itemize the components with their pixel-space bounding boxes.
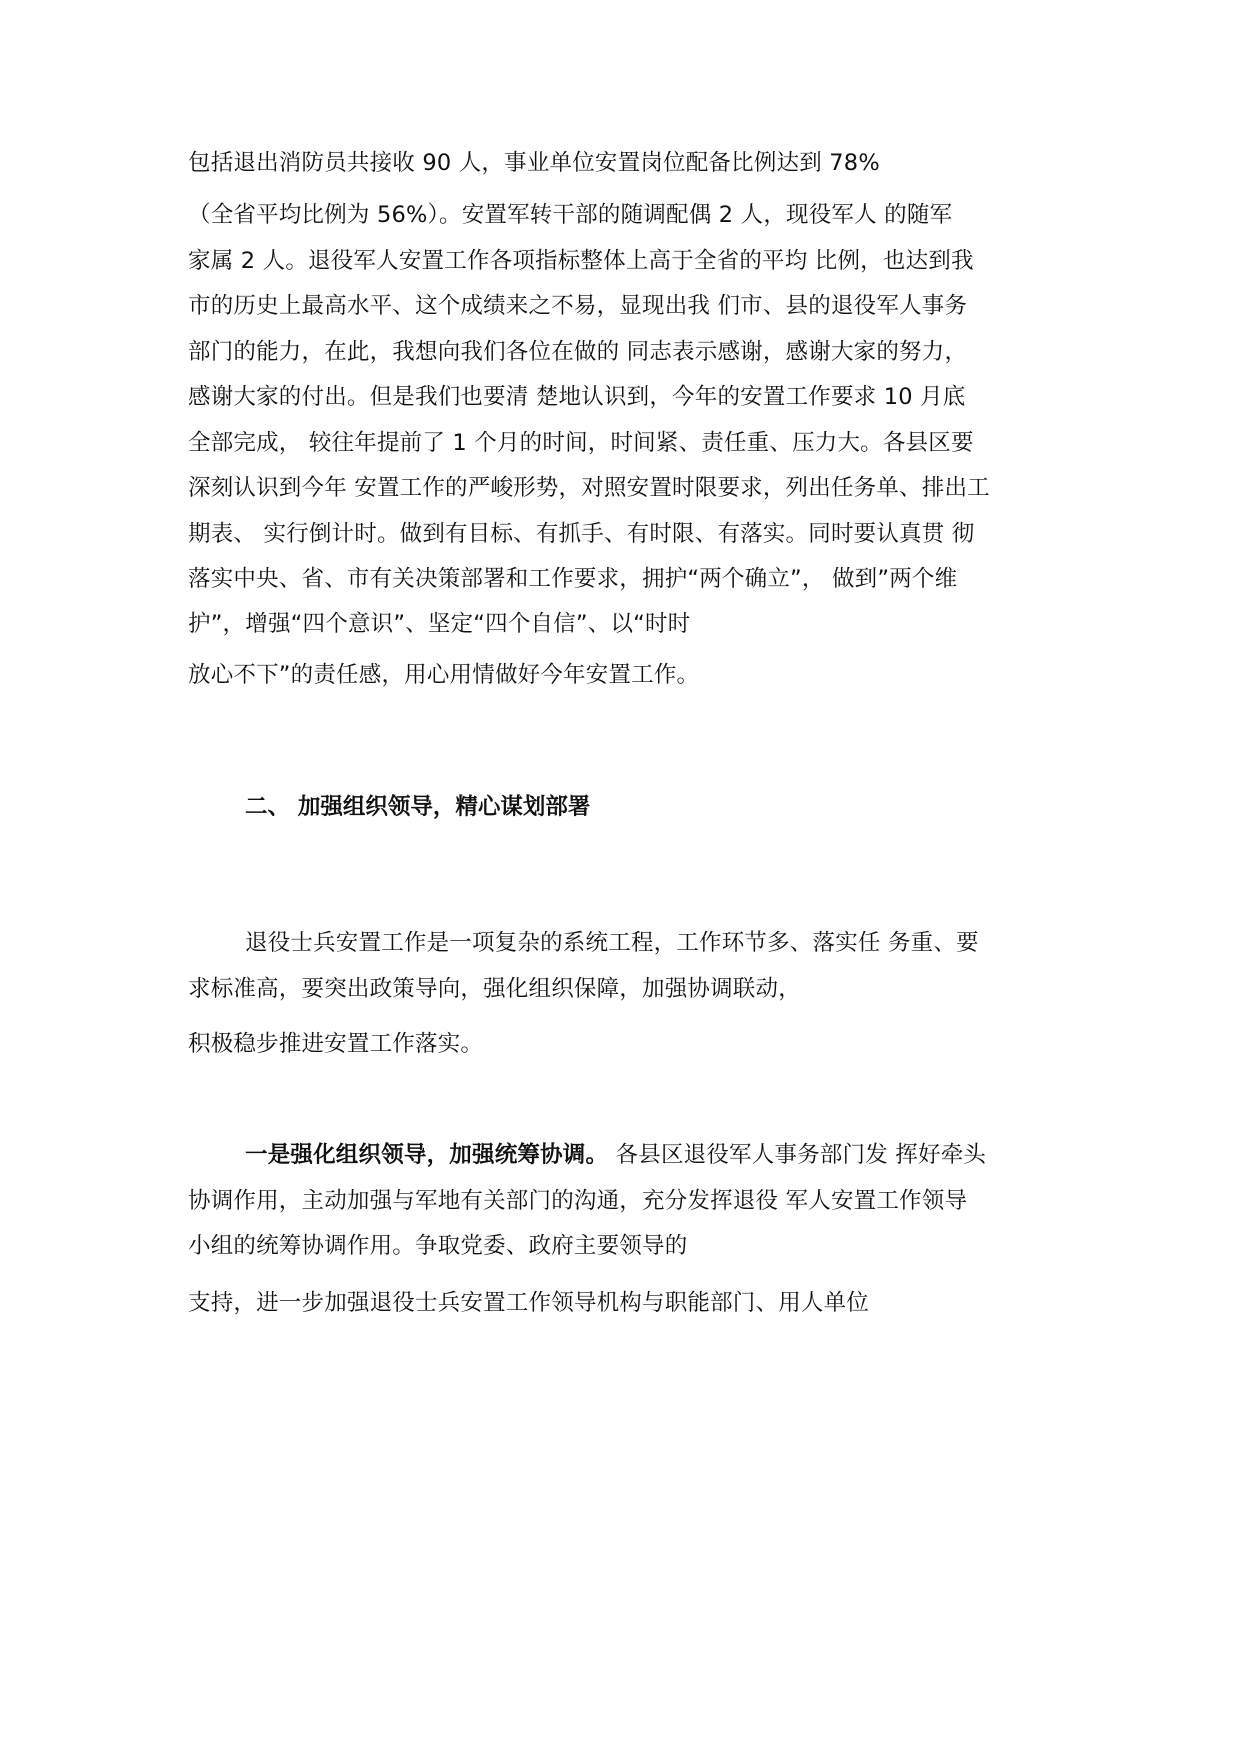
paragraph-line: 求标准高，要突出政策导向，强化组织保障，加强协调联动， [188,976,801,1002]
paragraph-line: 协调作用，主动加强与军地有关部门的沟通，充分发挥退役 军人安置工作领导 [188,1188,968,1214]
paragraph-line: 感谢大家的付出。但是我们也要清 楚地认识到，今年的安置工作要求 10 月底 [188,384,966,410]
paragraph-line [245,1140,1125,1170]
paragraph-line: 期表、 实行倒计时。做到有目标、有抓手、有时限、有落实。同时要认真贯 彻 [188,521,975,547]
paragraph-line: 放心不下”的责任感，用心用情做好今年安置工作。 [188,662,700,688]
paragraph-text: 各县区退役军人事务部门发 挥好牵头 [608,1142,987,1168]
section-heading: 二、 加强组织领导，精心谋划部署 [245,794,591,820]
paragraph-line: 护”，增强“四个意识”、坚定“四个自信”、以“时时 [188,611,691,637]
paragraph-line: 退役士兵安置工作是一项复杂的系统工程，工作环节多、落实任 务重、要 [245,930,979,956]
paragraph-line: （全省平均比例为 56%）。安置军转干部的随调配偶 2 人，现役军人 的随军 [188,202,953,228]
paragraph-line: 支持，进一步加强退役士兵安置工作领导机构与职能部门、用人单位 [188,1290,870,1316]
paragraph-line: 深刻认识到今年 安置工作的严峻形势，对照安置时限要求，列出任务单、排出工 [188,475,990,501]
paragraph-line: 家属 2 人。退役军人安置工作各项指标整体上高于全省的平均 比例，也达到我 [188,248,974,274]
paragraph-line: 落实中央、省、市有关决策部署和工作要求，拥护“两个确立”， 做到”两个维 [188,566,958,592]
paragraph-line: 积极稳步推进安置工作落实。 [188,1031,484,1057]
paragraph-line: 市的历史上最高水平、这个成绩来之不易，显现出我 们市、县的退役军人事务 [188,293,968,319]
bold-lead-text: 一是强化组织领导，加强统筹协调。 [245,1142,609,1168]
paragraph-line: 全部完成， 较往年提前了 1 个月的时间，时间紧、责任重、压力大。各县区要 [188,430,974,456]
paragraph-line: 小组的统筹协调作用。争取党委、政府主要领导的 [188,1233,688,1259]
paragraph-line: 部门的能力，在此，我想向我们各位在做的 同志表示感谢，感谢大家的努力， [188,339,968,365]
paragraph-line: 包括退出消防员共接收 90 人，事业单位安置岗位配备比例达到 78% [188,150,880,176]
